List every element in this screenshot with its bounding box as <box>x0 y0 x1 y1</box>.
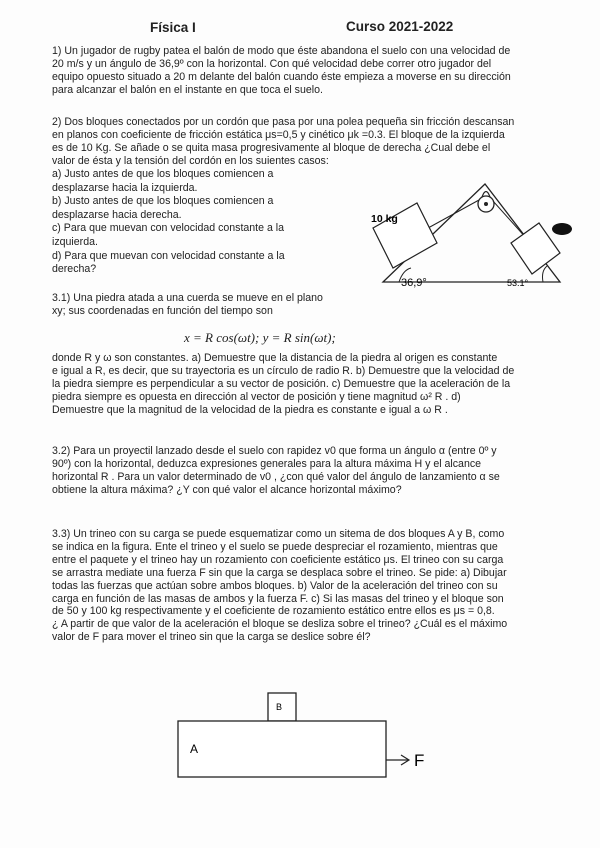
block-a-label: A <box>190 742 199 756</box>
case-line: desplazarse hacia derecha. <box>52 208 182 221</box>
block-b-label: B <box>276 702 283 712</box>
case-line: c) Para que muevan con velocidad constante a la <box>52 222 285 235</box>
text-line: ¿ A partir de que valor de la aceleración el bloque se desliza sobre el trineo? ¿Cuál es el máximo <box>52 618 508 631</box>
force-arrow <box>386 755 409 765</box>
text-line: 90º) con la horizontal, deduzca expresiones generales para la altura máxima H y el alcance <box>52 457 482 470</box>
document-title: Física I <box>150 20 196 35</box>
text-line: entre el paquete y el trineo hay un rozamiento con coeficiente estático μs. El trineo con su carga <box>52 553 504 566</box>
coordinate-equation: x = R cos(ωt); y = R sin(ωt); <box>184 330 336 345</box>
case-line: desplazarse hacia la izquierda. <box>52 181 198 194</box>
mass-label: 10 kg <box>371 213 398 225</box>
text-line: la piedra siempre es perpendicular a su vector de posición. c) Demuestre que la aceleración de la <box>52 377 511 390</box>
case-line: derecha? <box>52 263 97 276</box>
text-line: carga en función de las masas de ambos y la fuerza F. c) Si las masas del trineo y el bloque son <box>52 592 504 605</box>
problem-3-2 <box>52 445 500 497</box>
text-line: Demuestre que la magnitud de la velocidad de la piedra es constante e igual a ω R . <box>52 403 448 416</box>
force-label: F <box>414 751 425 770</box>
text-line: horizontal R . Para un valor determinado de v0 , ¿con qué valor del ángulo de lanzamiento α se <box>52 470 500 483</box>
left-angle-label: 36,9° <box>401 277 427 289</box>
text-line: es de 10 Kg. Se añade o se quita masa progresivamente al bloque de derecha ¿Cual debe el <box>52 141 491 154</box>
sled-figure <box>150 685 450 785</box>
text-line: 3.3) Un trineo con su carga se puede esquematizar como un sitema de dos bloques A y B, como <box>52 528 505 540</box>
text-line: e igual a R, es decir, que su trayectoria es un círculo de radio R. b) Demuestre que la velocidad de <box>52 364 515 377</box>
problem-3-1-body <box>52 352 514 417</box>
text-line: 3.1) Una piedra atada a una cuerda se mueve en el plano <box>52 292 323 304</box>
block-a <box>178 721 386 777</box>
pulley <box>478 192 494 213</box>
text-line: todas las fuerzas que actúan sobre ambos bloques. b) Valor de la aceleración del trineo con su <box>52 579 498 592</box>
text-line: equipo opuesto situado a 20 m delante del balón cuando éste empieza a moverse en su dirección <box>52 70 511 83</box>
case-line: a) Justo antes de que los bloques comiencen a <box>52 168 274 180</box>
case-line: b) Justo antes de que los bloques comiencen a <box>52 195 274 208</box>
problem-1 <box>52 45 511 97</box>
case-line: izquierda. <box>52 235 98 248</box>
text-line: piedra siempre es opuesta en dirección al vector de posición y tiene magnitud ω² R . d) <box>52 390 461 403</box>
text-line: 3.2) Para un proyectil lanzado desde el suelo con rapidez v0 que forma un ángulo α (entre 0º y <box>52 445 497 457</box>
course-year: Curso 2021-2022 <box>346 19 454 34</box>
case-line: d) Para que muevan con velocidad constante a la <box>52 249 285 262</box>
text-line: en planos con coeficiente de fricción estática μs=0,5 y cinético μk =0.3. El bloque de la izquierda <box>52 128 505 141</box>
text-line: de 50 y 100 kg respectivamente y el coeficiente de rozamiento estático entre ellos es μs = 0,8. <box>52 605 495 618</box>
text-line: para alcanzar el balón en el instante en que toca el suelo. <box>52 83 323 96</box>
text-line: se indica en la figura. Ente el trineo y el suelo se puede despreciar el rozamiento, mientras que <box>52 540 498 553</box>
text-line: valor de ésta y la tensión del cordón en los suientes casos: <box>52 154 329 167</box>
inclined-planes-figure <box>355 176 585 294</box>
problem-2-cases <box>52 168 285 277</box>
text-line: 20 m/s y un ángulo de 36,9º con la horizontal. Con qué velocidad debe correr otro jugador del <box>52 57 492 70</box>
text-line: obtiene la altura máxima? ¿Y con qué valor el alcance horizontal máximo? <box>52 483 402 496</box>
text-line: 1) Un jugador de rugby patea el balón de modo que éste abandona el suelo con una velocidad de <box>52 45 511 57</box>
text-line: valor de F para mover el trineo sin que la carga se deslice sobre él? <box>52 631 371 644</box>
right-angle-label: 53.1° <box>507 278 529 288</box>
text-line: se arrastra mediate una fuerza F sin que la carga se desplaca sobre el trineo. Se pide: a) Dibujar <box>52 566 507 579</box>
cords <box>419 200 527 239</box>
added-mass <box>552 223 572 235</box>
problem-3-1-intro <box>52 292 323 318</box>
text-line: 2) Dos bloques conectados por un cordón que pasa por una polea pequeña sin fricción descansan <box>52 116 515 128</box>
problem-2-intro <box>52 116 514 168</box>
text-line: donde R y ω son constantes. a) Demuestre que la distancia de la piedra al origen es constante <box>52 352 498 364</box>
problem-3-3 <box>52 528 507 644</box>
text-line: xy; sus coordenadas en función del tiempo son <box>52 304 273 317</box>
